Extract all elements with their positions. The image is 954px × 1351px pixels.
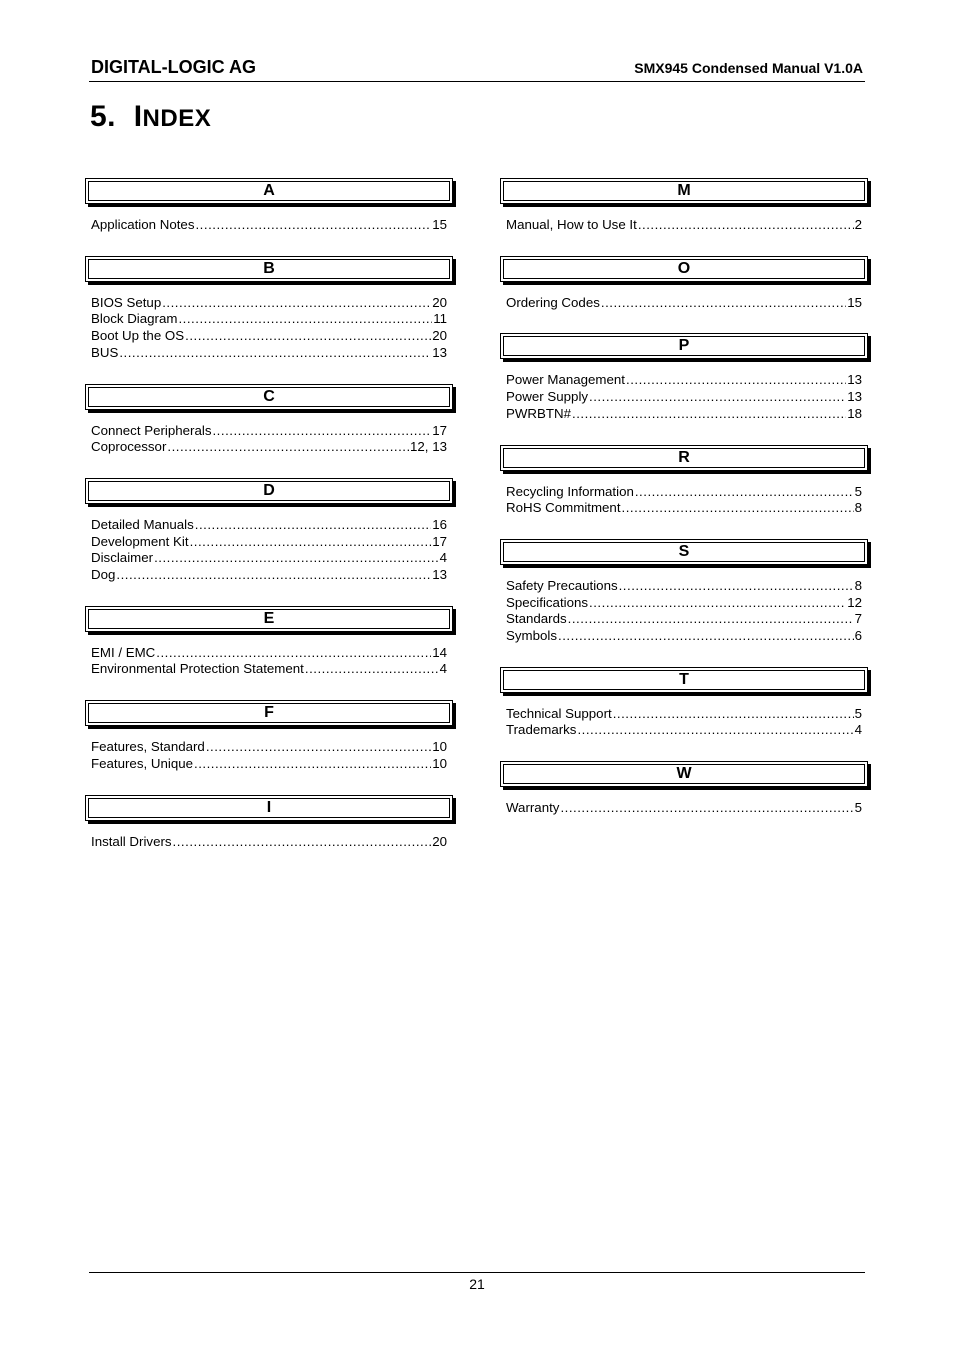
index-entry-page: 18 bbox=[847, 405, 862, 421]
index-entries bbox=[506, 295, 862, 312]
dot-leader bbox=[162, 295, 431, 312]
index-entry bbox=[91, 739, 447, 756]
index-entry bbox=[506, 406, 862, 423]
dot-leader bbox=[156, 645, 431, 662]
index-entry-term: Disclaimer bbox=[91, 550, 154, 566]
footer-divider bbox=[89, 1272, 865, 1273]
index-entries bbox=[91, 645, 447, 678]
dot-leader bbox=[178, 311, 432, 328]
dot-leader bbox=[190, 534, 432, 551]
index-entries bbox=[506, 706, 862, 739]
index-entry bbox=[91, 517, 447, 534]
index-entry bbox=[506, 628, 862, 645]
index-entry-page: 10 bbox=[432, 739, 447, 755]
index-entry-page: 13 bbox=[432, 344, 447, 360]
dot-leader bbox=[119, 345, 431, 362]
index-entry-page: 12, 13 bbox=[410, 439, 447, 455]
dot-leader bbox=[212, 423, 431, 440]
index-entries bbox=[506, 578, 862, 645]
index-section-e bbox=[85, 606, 457, 678]
dot-leader bbox=[558, 628, 854, 645]
index-entry-term: Manual, How to Use It bbox=[506, 217, 637, 232]
index-letter-heading: P bbox=[500, 333, 868, 359]
index-section-p bbox=[500, 333, 872, 422]
index-letter-heading: C bbox=[85, 384, 453, 410]
index-entry-page: 8 bbox=[854, 500, 862, 516]
index-letter-heading: F bbox=[85, 700, 453, 726]
index-entry bbox=[91, 756, 447, 773]
index-section-f bbox=[85, 700, 457, 772]
index-entry bbox=[506, 611, 862, 628]
index-entry-page: 15 bbox=[847, 294, 862, 310]
index-entry bbox=[506, 500, 862, 517]
index-entry-page: 17 bbox=[432, 422, 447, 438]
index-entry-term: EMI / EMC bbox=[91, 644, 156, 660]
index-entry bbox=[91, 645, 447, 662]
index-entry-term: Block Diagram bbox=[91, 311, 178, 327]
index-entry bbox=[91, 567, 447, 584]
index-section-t bbox=[500, 667, 872, 739]
index-entry-term: Coprocessor bbox=[91, 439, 167, 455]
index-entry-term: Detailed Manuals bbox=[91, 516, 194, 532]
index-entry-term: Technical Support bbox=[506, 705, 612, 721]
dot-leader bbox=[167, 439, 409, 456]
index-entries bbox=[91, 517, 447, 584]
index-entry-page: 10 bbox=[432, 755, 447, 771]
dot-leader bbox=[589, 595, 846, 612]
index-entry-page: 5 bbox=[854, 800, 862, 816]
index-letter-heading: O bbox=[500, 256, 868, 282]
company-name: DIGITAL-LOGIC AG bbox=[91, 57, 256, 77]
dot-leader bbox=[195, 217, 431, 234]
index-entry-term: Specifications bbox=[506, 594, 589, 610]
index-section-r bbox=[500, 445, 872, 517]
index-entry-term: Trademarks bbox=[506, 722, 577, 738]
dot-leader bbox=[601, 295, 846, 312]
index-entry-term: PWRBTN# bbox=[506, 405, 572, 421]
index-entry bbox=[91, 345, 447, 362]
chapter-title-initial: I bbox=[133, 100, 143, 133]
index-section-s bbox=[500, 539, 872, 645]
index-right-column bbox=[500, 178, 872, 817]
index-entries bbox=[91, 423, 447, 456]
index-entry-page: 12 bbox=[847, 594, 862, 610]
index-entry-page: 5 bbox=[854, 705, 862, 721]
index-entry-page: 8 bbox=[854, 577, 862, 593]
index-section-d bbox=[85, 478, 457, 584]
index-entry bbox=[91, 423, 447, 440]
index-letter-heading: R bbox=[500, 445, 868, 471]
index-entry-page: 20 bbox=[432, 294, 447, 310]
index-entry bbox=[91, 217, 447, 234]
index-left-column bbox=[85, 178, 457, 850]
index-letter-heading: S bbox=[500, 539, 868, 565]
index-entry bbox=[91, 328, 447, 345]
index-entry bbox=[91, 439, 447, 456]
dot-leader bbox=[635, 484, 854, 501]
page-number: 21 bbox=[469, 1276, 485, 1292]
index-entry-term: Warranty bbox=[506, 800, 560, 816]
index-section-a bbox=[85, 178, 457, 234]
index-entry bbox=[506, 372, 862, 389]
index-entry-term: Ordering Codes bbox=[506, 294, 600, 310]
index-entry-page: 13 bbox=[847, 389, 862, 405]
dot-leader bbox=[154, 550, 439, 567]
index-entry bbox=[506, 595, 862, 612]
dot-leader bbox=[116, 567, 431, 584]
index-letter-heading: D bbox=[85, 478, 453, 504]
index-entry-term: Recycling Information bbox=[506, 483, 634, 499]
dot-leader bbox=[638, 217, 854, 234]
dot-leader bbox=[305, 661, 439, 678]
index-entry-term: BUS bbox=[91, 344, 119, 360]
index-entry bbox=[91, 834, 447, 851]
index-entry-page: 14 bbox=[432, 644, 447, 660]
dot-leader bbox=[185, 328, 431, 345]
index-entries bbox=[91, 217, 447, 234]
index-entry-page: 2 bbox=[854, 217, 862, 232]
index-entry-term: Power Supply bbox=[506, 389, 589, 405]
index-entry-term: Environmental Protection Statement bbox=[91, 661, 304, 677]
index-section-c bbox=[85, 384, 457, 456]
index-entry-term: Features, Standard bbox=[91, 739, 205, 755]
index-entry-page: 20 bbox=[432, 833, 447, 849]
index-entry bbox=[91, 311, 447, 328]
index-entry bbox=[506, 217, 862, 234]
index-section-o bbox=[500, 256, 872, 312]
index-entry bbox=[506, 578, 862, 595]
index-entry-page: 7 bbox=[854, 611, 862, 627]
dot-leader bbox=[194, 756, 431, 773]
index-entry-term: Boot Up the OS bbox=[91, 328, 185, 344]
index-entry-term: Development Kit bbox=[91, 533, 189, 549]
index-entry-term: Dog bbox=[91, 567, 116, 583]
index-entries bbox=[506, 372, 862, 422]
index-entry bbox=[91, 661, 447, 678]
index-entry-term: Standards bbox=[506, 611, 567, 627]
index-entry bbox=[506, 484, 862, 501]
index-entry-term: Power Management bbox=[506, 372, 625, 388]
dot-leader bbox=[589, 389, 846, 406]
index-section-i bbox=[85, 795, 457, 851]
index-entries bbox=[91, 295, 447, 362]
index-letter-heading: T bbox=[500, 667, 868, 693]
index-entry bbox=[506, 722, 862, 739]
dot-leader bbox=[622, 500, 854, 517]
index-section-b bbox=[85, 256, 457, 362]
dot-leader bbox=[206, 739, 431, 756]
chapter-title bbox=[90, 100, 211, 134]
index-entry-page: 13 bbox=[847, 372, 862, 388]
index-entries bbox=[506, 484, 862, 517]
index-entry bbox=[506, 800, 862, 817]
index-entry-term: Application Notes bbox=[91, 217, 195, 232]
index-entry-page: 4 bbox=[854, 722, 862, 738]
dot-leader bbox=[577, 722, 853, 739]
dot-leader bbox=[560, 800, 853, 817]
index-entry-term: Install Drivers bbox=[91, 833, 172, 849]
manual-title: SMX945 Condensed Manual V1.0A bbox=[634, 60, 863, 76]
index-entry-page: 4 bbox=[439, 550, 447, 566]
index-entry bbox=[506, 706, 862, 723]
index-entry-page: 5 bbox=[854, 483, 862, 499]
index-letter-heading: M bbox=[500, 178, 868, 204]
index-entry bbox=[506, 295, 862, 312]
index-entries bbox=[91, 834, 447, 851]
index-entry bbox=[91, 550, 447, 567]
index-entry-page: 11 bbox=[433, 311, 447, 327]
index-entry-term: Features, Unique bbox=[91, 755, 193, 771]
index-entry-page: 16 bbox=[432, 516, 447, 532]
index-entry bbox=[91, 295, 447, 312]
index-entries bbox=[91, 739, 447, 772]
index-letter-heading: E bbox=[85, 606, 453, 632]
index-entry-page: 17 bbox=[432, 533, 447, 549]
index-entries bbox=[506, 800, 862, 817]
dot-leader bbox=[619, 578, 854, 595]
index-entry-page: 13 bbox=[432, 567, 447, 583]
index-letter-heading: I bbox=[85, 795, 453, 821]
index-entry bbox=[506, 389, 862, 406]
chapter-title-rest: NDEX bbox=[142, 105, 212, 132]
dot-leader bbox=[568, 611, 854, 628]
dot-leader bbox=[173, 834, 432, 851]
dot-leader bbox=[626, 372, 846, 389]
index-section-w bbox=[500, 761, 872, 817]
index-entry-term: RoHS Commitment bbox=[506, 500, 621, 516]
index-entry-page: 4 bbox=[439, 661, 447, 677]
index-entry-term: BIOS Setup bbox=[91, 294, 162, 310]
index-entries bbox=[506, 217, 862, 234]
index-entry bbox=[91, 534, 447, 551]
index-entry-term: Safety Precautions bbox=[506, 577, 618, 593]
dot-leader bbox=[613, 706, 854, 723]
index-letter-heading: B bbox=[85, 256, 453, 282]
index-entry-page: 20 bbox=[432, 328, 447, 344]
dot-leader bbox=[195, 517, 431, 534]
index-entry-term: Connect Peripherals bbox=[91, 422, 212, 438]
index-entry-page: 6 bbox=[854, 628, 862, 644]
index-entry-term: Symbols bbox=[506, 628, 557, 644]
index-letter-heading: W bbox=[500, 761, 868, 787]
page-header bbox=[89, 57, 865, 82]
index-letter-heading: A bbox=[85, 178, 453, 204]
index-entry-page: 15 bbox=[432, 217, 447, 232]
dot-leader bbox=[572, 406, 846, 423]
index-section-m bbox=[500, 178, 872, 234]
chapter-number: 5. bbox=[90, 100, 117, 133]
